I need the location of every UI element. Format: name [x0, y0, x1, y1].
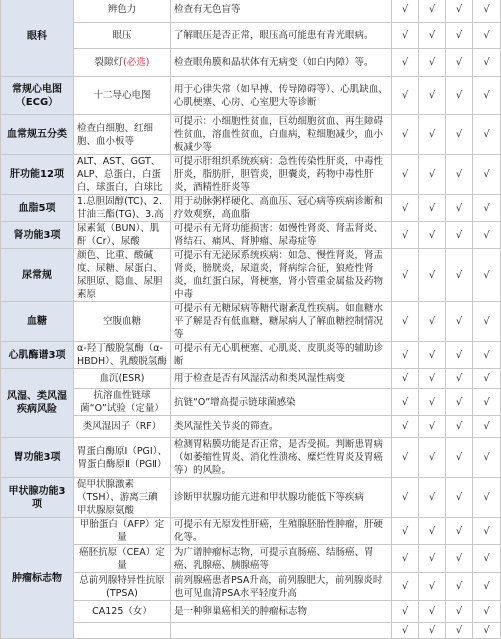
- item-cell: [74, 623, 171, 639]
- category-cell: 风湿、类风湿疾病风险: [1, 369, 74, 438]
- package-3-check-icon: √: [446, 518, 473, 545]
- package-2-check-icon: √: [419, 438, 446, 478]
- package-4-check-icon: √: [473, 195, 501, 222]
- item-cell: [74, 438, 171, 478]
- package-3-check-icon: √: [446, 342, 473, 369]
- package-4-check-icon: √: [473, 0, 501, 23]
- item-label: 癌胚抗原（CEA）定量: [79, 546, 165, 571]
- description-cell: [171, 623, 392, 639]
- item-label: α-羟丁酸脱氢酶（α-HBDH）、乳酸脱氢酶: [77, 343, 167, 367]
- description-cell: 诊断甲状腺功能亢进和甲状腺功能低下等疾病: [171, 478, 392, 518]
- package-3-check-icon: √: [446, 478, 473, 518]
- description-cell: 是一种卵巢癌相关的肿瘤标志物: [171, 601, 392, 623]
- item-cell: [74, 155, 171, 195]
- package-2-check-icon: √: [419, 222, 446, 249]
- package-1-check-icon: √: [392, 416, 419, 438]
- package-4-check-icon: √: [473, 623, 501, 639]
- package-4-check-icon: √: [473, 416, 501, 438]
- table-row: [1, 77, 501, 115]
- package-4-check-icon: √: [473, 302, 501, 342]
- item-label: 眼压: [112, 30, 132, 41]
- item-cell: [74, 573, 171, 601]
- category-cell: 尿常规: [1, 249, 74, 302]
- description-cell: 用于检查是否有风湿活动和类风湿性病变: [171, 369, 392, 389]
- table-row: [1, 302, 501, 342]
- package-1-check-icon: √: [392, 23, 419, 49]
- item-label: 辨色力: [107, 4, 137, 15]
- package-1-check-icon: √: [392, 77, 419, 115]
- package-4-check-icon: √: [473, 601, 501, 623]
- item-label: 甲胎蛋白（AFP）定量: [79, 519, 165, 543]
- package-1-check-icon: √: [392, 518, 419, 545]
- item-cell: [74, 222, 171, 249]
- category-cell: 血脂5项: [1, 195, 74, 222]
- package-1-check-icon: √: [392, 0, 419, 23]
- category-cell: 肝功能12项: [1, 155, 74, 195]
- description-cell: 类风湿性关节炎的筛查。: [171, 416, 392, 438]
- package-4-check-icon: √: [473, 518, 501, 545]
- package-3-check-icon: √: [446, 115, 473, 155]
- table-row: [1, 342, 501, 369]
- description-cell: 可提示有无肾功能损害：如慢性肾炎、肾盂肾炎、肾结石、痛风、肾肿瘤、尿毒症等: [171, 222, 392, 249]
- package-4-check-icon: √: [473, 155, 501, 195]
- table-row: [1, 49, 501, 77]
- package-2-check-icon: √: [419, 302, 446, 342]
- item-label: 血沉(ESR): [99, 373, 145, 384]
- package-2-check-icon: √: [419, 573, 446, 601]
- table-row: [1, 369, 501, 389]
- table-row: [1, 623, 501, 639]
- description-cell: 前列腺癌患者PSA升高，前列腺肥大，前列腺炎时也可见血清PSA水平轻度升高: [171, 573, 392, 601]
- item-cell: [74, 478, 171, 518]
- package-1-check-icon: √: [392, 302, 419, 342]
- package-1-check-icon: √: [392, 545, 419, 573]
- package-4-check-icon: √: [473, 389, 501, 416]
- package-1-check-icon: √: [392, 601, 419, 623]
- package-4-check-icon: √: [473, 438, 501, 478]
- item-cell: [74, 115, 171, 155]
- required-note: (必选): [123, 57, 150, 68]
- item-label: 促甲状腺激素（TSH）、游离三碘甲状腺原氨酸: [77, 479, 158, 516]
- package-1-check-icon: √: [392, 115, 419, 155]
- table-row: [1, 438, 501, 478]
- category-cell: 肿瘤标志物: [1, 518, 74, 639]
- item-cell: [74, 302, 171, 342]
- package-4-check-icon: √: [473, 342, 501, 369]
- package-2-check-icon: √: [419, 601, 446, 623]
- package-3-check-icon: √: [446, 369, 473, 389]
- package-4-check-icon: √: [473, 77, 501, 115]
- item-label: 检查白细胞、红细胞、血小板等: [77, 122, 154, 147]
- table-row: [1, 249, 501, 302]
- package-2-check-icon: √: [419, 545, 446, 573]
- description-cell: 可提示有无糖尿病等糖代谢紊乱性疾病。如血糖水平了解是否有低血糖，糖尿病人了解血糖控制情况等: [171, 302, 392, 342]
- package-1-check-icon: √: [392, 49, 419, 77]
- package-1-check-icon: √: [392, 195, 419, 222]
- item-label: 总前列腺特异性抗原(TPSA): [79, 574, 165, 599]
- item-cell: [74, 416, 171, 438]
- package-2-check-icon: √: [419, 155, 446, 195]
- description-cell: 检测胃粘膜功能是否正常，是否受损。判断患胃病（如萎缩性胃炎、消化性溃疡、糜烂性胃炎及胃癌等）的风险。: [171, 438, 392, 478]
- description-cell: 可提示有无心肌梗塞、心肌炎、皮肌炎等的辅助诊断: [171, 342, 392, 369]
- package-1-check-icon: √: [392, 222, 419, 249]
- item-cell: [74, 545, 171, 573]
- package-2-check-icon: √: [419, 518, 446, 545]
- item-cell: [74, 342, 171, 369]
- table-row: [1, 416, 501, 438]
- package-4-check-icon: √: [473, 222, 501, 249]
- item-cell: [74, 49, 171, 77]
- category-cell: 血糖: [1, 302, 74, 342]
- item-label: ALT、AST、GGT、ALP、总蛋白，白蛋白，球蛋白，白球比: [77, 156, 163, 193]
- item-cell: [74, 77, 171, 115]
- table-row: [1, 545, 501, 573]
- package-1-check-icon: √: [392, 249, 419, 302]
- package-2-check-icon: √: [419, 23, 446, 49]
- package-4-check-icon: √: [473, 23, 501, 49]
- description-cell: 可提示肝组织系统疾病：急性传染性肝炎，中毒性肝炎，脂肪肝，胆管炎，胆囊炎，药物中毒性肝炎，酒精性肝炎等: [171, 155, 392, 195]
- description-cell: 用于心律失常（如早搏、传导障碍等）、心肌缺血、心肌梗塞、心房、心室肥大等诊断: [171, 77, 392, 115]
- package-3-check-icon: √: [446, 77, 473, 115]
- category-cell: 眼科: [1, 0, 74, 77]
- category-cell: 肾功能3项: [1, 222, 74, 249]
- package-1-check-icon: √: [392, 438, 419, 478]
- description-cell: 可提示有无泌尿系统疾病：如急、慢性肾炎，肾盂肾炎，膀胱炎，尿道炎，肾病综合征，狼疮性肾炎，血红蛋白尿，肾梗塞，肾小管重金属盐及药物中毒: [171, 249, 392, 302]
- package-3-check-icon: √: [446, 155, 473, 195]
- package-2-check-icon: √: [419, 249, 446, 302]
- package-3-check-icon: √: [446, 23, 473, 49]
- package-3-check-icon: √: [446, 195, 473, 222]
- description-cell: 了解眼压是否正常，眼压高可能患有青光眼病。: [171, 23, 392, 49]
- package-3-check-icon: √: [446, 416, 473, 438]
- item-cell: [74, 249, 171, 302]
- item-cell: [74, 389, 171, 416]
- package-2-check-icon: √: [419, 478, 446, 518]
- package-2-check-icon: √: [419, 195, 446, 222]
- package-1-check-icon: √: [392, 155, 419, 195]
- item-label: 胃蛋白酶原Ⅰ（PGⅠ）、胃蛋白酶原Ⅱ（PGⅡ）: [77, 445, 167, 470]
- item-cell: [74, 601, 171, 623]
- item-cell: [74, 0, 171, 23]
- category-cell: 胃功能3项: [1, 438, 74, 478]
- category-cell: 常规心电图（ECG）: [1, 77, 74, 115]
- table-row: [1, 23, 501, 49]
- package-4-check-icon: √: [473, 545, 501, 573]
- package-1-check-icon: √: [392, 478, 419, 518]
- package-2-check-icon: √: [419, 369, 446, 389]
- package-3-check-icon: √: [446, 389, 473, 416]
- package-4-check-icon: √: [473, 573, 501, 601]
- package-4-check-icon: √: [473, 478, 501, 518]
- package-4-check-icon: √: [473, 115, 501, 155]
- item-label: 尿素氮（BUN）、肌酐（Cr）、尿酸: [77, 223, 160, 247]
- description-cell: 检查有无色盲等: [171, 0, 392, 23]
- item-label: 空腹血糖: [102, 316, 141, 327]
- table-body: [1, 0, 501, 639]
- description-cell: 为广谱肿瘤标志物，可提示直肠癌、结肠癌、胃癌、乳腺癌、胰腺癌等: [171, 545, 392, 573]
- item-cell: [74, 23, 171, 49]
- item-cell: [74, 195, 171, 222]
- package-3-check-icon: √: [446, 249, 473, 302]
- item-cell: [74, 369, 171, 389]
- description-cell: 可提示有无原发性肝癌，生殖腺胚胎性肿瘤，肝硬化等。: [171, 518, 392, 545]
- package-2-check-icon: √: [419, 623, 446, 639]
- item-label: 十二导心电图: [93, 90, 151, 101]
- table-row: [1, 478, 501, 518]
- table-row: [1, 389, 501, 416]
- table-row: [1, 573, 501, 601]
- package-3-check-icon: √: [446, 438, 473, 478]
- table-row: [1, 195, 501, 222]
- table-row: [1, 222, 501, 249]
- item-cell: [74, 518, 171, 545]
- description-cell: 抗链“O”增高提示链球菌感染: [171, 389, 392, 416]
- package-1-check-icon: √: [392, 389, 419, 416]
- category-cell: 血常规五分类: [1, 115, 74, 155]
- package-3-check-icon: √: [446, 222, 473, 249]
- package-2-check-icon: √: [419, 416, 446, 438]
- package-2-check-icon: √: [419, 77, 446, 115]
- package-3-check-icon: √: [446, 0, 473, 23]
- package-3-check-icon: √: [446, 545, 473, 573]
- package-1-check-icon: √: [392, 573, 419, 601]
- package-1-check-icon: √: [392, 369, 419, 389]
- package-4-check-icon: √: [473, 49, 501, 77]
- category-cell: 甲状腺功能3项: [1, 478, 74, 518]
- item-label: 类风湿因子（RF）: [82, 421, 162, 432]
- item-label: 抗溶血性链球菌“O”试验（定量）: [80, 390, 164, 414]
- table-row: [1, 155, 501, 195]
- table-row: [1, 601, 501, 623]
- package-4-check-icon: √: [473, 249, 501, 302]
- description-cell: 可提示：小细胞性贫血，巨幼细胞贫血、再生障碍性贫血，溶血性贫血，白血病，粒细胞减少，血小板减少等: [171, 115, 392, 155]
- package-2-check-icon: √: [419, 115, 446, 155]
- package-3-check-icon: √: [446, 49, 473, 77]
- category-cell: 心肌酶谱3项: [1, 342, 74, 369]
- package-4-check-icon: √: [473, 369, 501, 389]
- item-label: CA125（女）: [92, 606, 152, 617]
- description-cell: 用于动脉粥样硬化、高血压、冠心病等疾病诊断和疗效观察，高血脂: [171, 195, 392, 222]
- item-label: 颜色、比重、酸碱度、尿糖、尿蛋白、尿胆原、隐血、尿胆素原: [77, 250, 163, 300]
- package-3-check-icon: √: [446, 573, 473, 601]
- package-1-check-icon: √: [392, 623, 419, 639]
- description-cell: 检查眼角膜和晶状体有无病变（如白内障）等。: [171, 49, 392, 77]
- table-row: [1, 115, 501, 155]
- package-3-check-icon: √: [446, 601, 473, 623]
- package-2-check-icon: √: [419, 342, 446, 369]
- package-1-check-icon: √: [392, 342, 419, 369]
- package-3-check-icon: √: [446, 302, 473, 342]
- table-row: [1, 518, 501, 545]
- item-label: 裂隙灯: [94, 57, 124, 68]
- package-2-check-icon: √: [419, 49, 446, 77]
- package-3-check-icon: √: [446, 623, 473, 639]
- table-row: [1, 0, 501, 23]
- package-2-check-icon: √: [419, 389, 446, 416]
- item-label: 1.总胆固醇(TC)、2.甘油三酯(TG)、3.高: [77, 196, 164, 220]
- package-2-check-icon: √: [419, 0, 446, 23]
